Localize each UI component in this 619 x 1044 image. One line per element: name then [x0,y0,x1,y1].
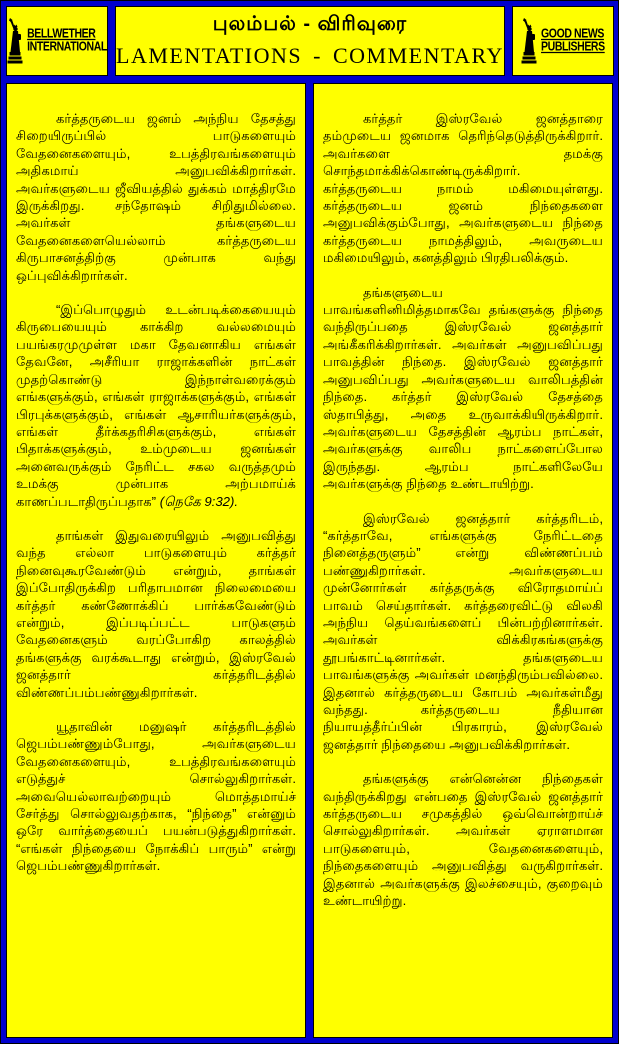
scripture-reference: (நெகே 9:32). [156,493,239,509]
paragraph: கர்த்தர் இஸ்ரவேல் ஜனத்தாரை தம்முடைய ஜனமாக தெரிந்தெடுத்திருக்கிறார். அவர்களை தமக்கு சொந்தமாக்கிக்கொண்டிருக்கிறார். கர்த்தருடைய நாமம் மகிமையுள்ளது. கர்த்தருடைய ஜனம் நிந்தைகளை அனுபவிக்கும்போது, அவர்களுடைய நிந்தை கர்த்தருடைய நாமத்திலும், அவருடைய மகிமையிலும், கனத்திலும் பிரதிபலிக்கும். [323,111,603,266]
good-news-publishers-logo [512,6,614,76]
paragraph: யூதாவின் மனுஷர் கர்த்தரிடத்தில் ஜெபம்பண்ணும்போது, அவர்களுடைய வேதனைகளையும், உபத்திரவங்களையும் எடுத்துச் சொல்லுகிறார்கள். அவையெல்லாவற்றையும் மொத்தமாய்ச் சேர்த்து சொல்லுவதற்காக, “நிந்தை” என்னும் ஒரே வார்த்தையைப் பயன்படுத்துகிறார்கள். “எங்கள் நிந்தையை நோக்கிப் பாரும்” என்று ஜெபம்பண்ணுகிறார்கள். [16,719,296,874]
commentary-body [6,83,613,1038]
statue-of-liberty-icon [7,18,23,64]
scripture-quote: “இப்பொழுதும் உடன்படிக்கையையும் கிருபையையும் காக்கிற வல்லமையும் பயங்கரமுமுள்ள மகா தேவனாகிய எங்கள் தேவனே, அசீரியா ராஜாக்களின் நாட்கள் முதற்கொண்டு இந்நாள்வரைக்கும் எங்களுக்கும், எங்கள் ராஜாக்களுக்கும், எங்கள் பிரபுக்களுக்கும், எங்கள் ஆசாரியர்களுக்கும், எங்கள் தீர்க்கதரிசிகளுக்கும், எங்கள் பிதாக்களுக்கும், உம்முடைய ஜனங்கள் அனைவருக்கும் நேரிட்ட சகல வருத்தமும் உமக்கு முன்பாக அற்பமாய்க் காணப்படாதிருப்பதாக” [16,302,296,509]
page-title-tamil: புலம்பல் - விரிவுரை [212,13,408,35]
page-title-english: LAMENTATIONS - COMMENTARY [116,43,504,68]
logo-line-1: GOOD NEWS [541,26,604,42]
logo-text-block [27,28,107,54]
logo-line-2: PUBLISHERS [541,39,605,55]
page-header [6,6,613,76]
paragraph: தங்களுடைய பாவங்களினிமித்தமாகவே தங்களுக்கு நிந்தை வந்திருப்பதை இஸ்ரவேல் ஜனத்தார் அங்கீகரிக்கிறார்கள். அவர்கள் அனுபவிப்பது பாவத்தின் நிந்தை. இஸ்ரவேல் ஜனத்தார் அனுபவிப்பது அவர்களுடைய வாலிபத்தின் நிந்தை. கர்த்தர் இஸ்ரவேல் தேசத்தை ஸ்தாபித்து, அதை உருவாக்கியிருக்கிறார். அவர்களுடைய தேசத்தின் ஆரம்ப நாட்கள், அவர்களுக்கு வாலிப நாட்களைப்போல இருந்தது. ஆரம்ப நாட்களிலேயே அவர்களுக்கு நிந்தை உண்டாயிற்று. [323,284,603,492]
bellwether-international-logo [6,6,108,76]
left-text-column [6,83,306,1038]
logo-line-2: INTERNATIONAL [27,39,107,55]
paragraph: இஸ்ரவேல் ஜனத்தார் கர்த்தரிடம், “கர்த்தாவே, எங்களுக்கு நேரிட்டதை நினைத்தருளும்” என்று விண்ணப்பம் பண்ணுகிறார்கள். அவர்களுடைய முன்னோர்கள் கர்த்தருக்கு விரோதமாய்ப் பாவம் செய்தார்கள். கர்த்தரைவிட்டு விலகி அந்நிய தெய்வங்களைப் பின்பற்றினார்கள். அவர்கள் விக்கிரகங்களுக்கு தூபங்காட்டினார்கள். தங்களுடைய பாவங்களுக்கு அவர்கள் மனந்திரும்பவில்லை. இதனால் கர்த்தருடைய கோபம் அவர்கள்மீது வந்தது. கர்த்தருடைய நீதியான நியாயத்தீர்ப்பின் பிரகாரம், இஸ்ரவேல் ஜனத்தார் நிந்தையை அனுபவிக்கிறார்கள். [323,510,603,752]
title-panel [115,6,505,76]
right-text-column [313,83,613,1038]
paragraph: தங்களுக்கு என்னென்ன நிந்தைகள் வந்திருக்கிறது என்பதை இஸ்ரவேல் ஜனத்தார் கர்த்தருடைய சமுகத்தில் ஒவ்வொன்றாய்ச் சொல்லுகிறார்கள். அவர்கள் ஏராளமான பாடுகளையும், வேதனைகளையும், நிந்தைகளையும் அனுபவித்து வருகிறார்கள். இதனால் அவர்களுக்கு இலச்சையும், குறைவும் உண்டாயிற்று. [323,771,603,909]
paragraph: கர்த்தருடைய ஜனம் அந்நிய தேசத்து சிறையிருப்பில் பாடுகளையும் வேதனைகளையும், உபத்திரவங்களையும் அதிகமாய் அனுபவிக்கிறார்கள். அவர்களுடைய ஜீவியத்தில் துக்கம் மாத்திரமே இருக்கிறது. சந்தோஷம் சிறிதுமில்லை. அவர்கள் தங்களுடைய வேதனைகளையெல்லாம் கர்த்தருடைய கிருபாசனத்திற்கு முன்பாக வந்து ஒப்புவிக்கிறார்கள். [16,111,296,283]
paragraph: தாங்கள் இதுவரையிலும் அனுபவித்து வந்த எல்லா பாடுகளையும் கர்த்தர் நினைவுகூரவேண்டும் என்றும், தாங்கள் இப்போதிருக்கிற பரிதாபமான நிலைமையை கர்த்தர் கண்ணோக்கிப் பார்க்கவேண்டும் என்றும், இப்படிப்பட்ட பாடுகளும் வேதனைகளும் வரப்போகிற காலத்தில் தங்களுக்கு வரக்கூடாது என்றும், இஸ்ரவேல் ஜனத்தார் கர்த்தரிடத்தில் விண்ணப்பம்பண்ணுகிறார்கள். [16,527,296,700]
logo-text-block [541,28,605,54]
statue-of-liberty-icon [521,18,537,64]
paragraph-with-citation [16,301,296,510]
logo-line-1: BELLWETHER [27,26,96,42]
